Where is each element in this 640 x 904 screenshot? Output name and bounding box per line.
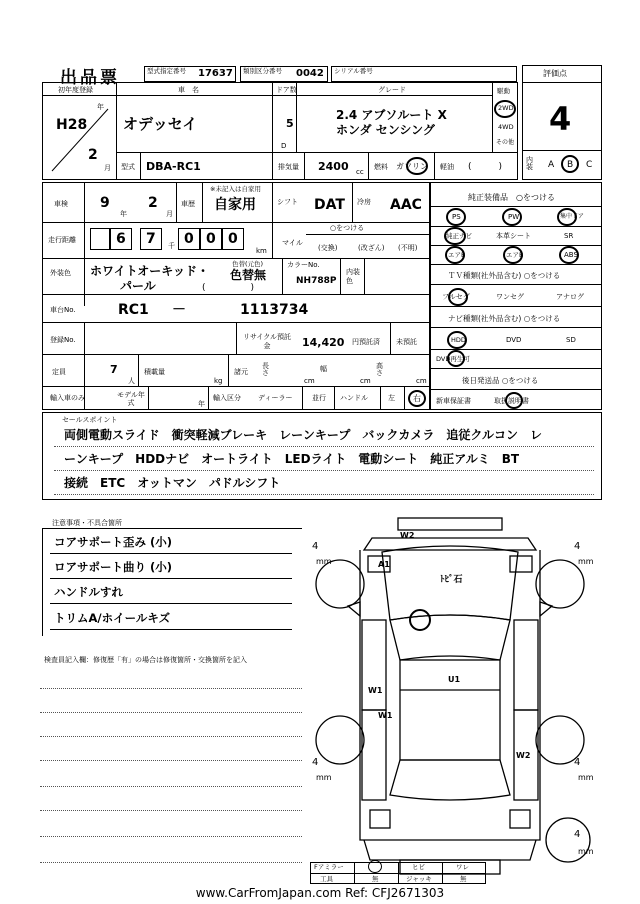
fuel-label: 燃料: [374, 163, 388, 171]
equip-airbag-2: エアB: [506, 251, 524, 259]
equip-ps-circle: [446, 208, 466, 226]
navi-hdd-circle: [447, 331, 467, 349]
footer-watermark: www.CarFromJapan.com Ref: CFJ2671303: [195, 886, 445, 900]
tire-front-right: 4: [574, 541, 581, 552]
bt-mirror: Fアミラー: [314, 863, 344, 871]
note-item-3: ハンドルすれ: [54, 585, 123, 599]
capacity-value: 7: [110, 363, 118, 376]
color-code-value: NH788P: [296, 276, 337, 286]
inspection-label: 車検: [54, 200, 68, 208]
equip-door-circle: [557, 208, 577, 226]
displacement-value: 2400: [318, 160, 349, 173]
repaint-value: 色替無: [230, 268, 267, 282]
repaint-paren: ( ): [202, 283, 255, 293]
mark-topi: ﾄﾋﾟ石: [440, 575, 463, 585]
navi-dvd: DVD: [506, 336, 522, 344]
equip-door: 集中ドア: [560, 213, 584, 220]
repaint-label: 色替(元色): [232, 260, 264, 268]
vehicle-name: オデッセイ: [123, 115, 198, 133]
navi-hdd: HDD: [451, 336, 466, 344]
mileage-mark-label: ○をつける: [330, 224, 365, 232]
later-manual: 取扱説明書: [494, 397, 529, 405]
navi-dvd-play: DVD再生可: [436, 355, 470, 363]
later-title: 後日発送品 ○をつける: [462, 376, 539, 385]
doors-label: ドア数: [276, 86, 297, 94]
navi-title: ナビ種類(社外品含む) ○をつける: [448, 314, 561, 323]
chassis-prefix: RC1: [118, 302, 149, 318]
fuel-circle: [406, 157, 428, 175]
equip-navi-circle: [444, 227, 466, 245]
equip-airbag-2-circle: [503, 246, 523, 264]
tv-oneseg: ワンセグ: [496, 293, 524, 301]
inspection-month-unit: 月: [166, 210, 173, 218]
ruibetsu-value: 0042: [296, 68, 324, 79]
chassis-label: 車台No.: [50, 306, 76, 314]
interior-b-circle: [561, 155, 579, 173]
registration-year: H28: [56, 117, 88, 133]
mile-label: マイル: [282, 239, 303, 247]
ac-label: 冷房: [357, 198, 371, 206]
usage-value: 自家用: [214, 197, 256, 213]
interior-b: B: [567, 160, 574, 170]
tv-fullseg-circle: [448, 288, 468, 306]
later-warranty: 新車保証書: [436, 397, 471, 405]
inspector-label: 検査員記入欄：修復歴「有」の場合は修復箇所・交換箇所を記入: [44, 656, 247, 664]
equipment-title: 純正装備品 ○をつける: [468, 193, 555, 202]
drive-4wd: 4WD: [498, 123, 514, 131]
mileage-thousand: 千: [168, 242, 175, 250]
width-cm: cm: [360, 377, 371, 385]
equip-leather: 本革シート: [496, 232, 531, 240]
score-label: 評価点: [543, 69, 567, 78]
tv-fullseg: フルセグ: [442, 293, 470, 301]
mileage-label: 走行距離: [48, 236, 76, 244]
bt-jack: ジャッキ: [406, 875, 432, 883]
ruibetsu-label: 類別区分番号: [243, 67, 282, 75]
later-manual-circle: [505, 392, 523, 409]
ac-value: AAC: [390, 197, 422, 213]
handle-right: 右: [413, 394, 421, 403]
bt-tools-value: 無: [372, 875, 379, 883]
mark-u1: U1: [448, 675, 461, 684]
color-label: 外装色: [50, 269, 71, 277]
drive-2wd: 2WD: [498, 104, 514, 112]
recycle-value: 14,420: [302, 336, 345, 349]
color-name-2: パール: [120, 279, 156, 293]
inspection-year-unit: 年: [120, 210, 127, 218]
chassis-dash: －: [172, 302, 186, 318]
tire-front-left-mm: mm: [316, 557, 332, 566]
reg-no-label: 登録No.: [50, 336, 76, 344]
equip-abs-circle: [559, 246, 579, 264]
tire-rear-left-mm: mm: [316, 773, 332, 782]
tv-analog: アナログ: [556, 293, 584, 301]
handle-right-circle: [408, 390, 426, 407]
capacity-label: 定員: [52, 368, 66, 376]
mark-w1-b: W1: [378, 711, 393, 720]
navi-dvd-play-circle: [447, 350, 465, 367]
mileage-digit-6-value: 0: [228, 231, 238, 247]
mileage-unknown: (不明): [398, 244, 418, 252]
equip-ps: PS: [452, 213, 461, 221]
grade-line2: ホンダ センシング: [336, 123, 435, 137]
tire-rear-right-mm: mm: [578, 773, 594, 782]
bt-crack: ヒビ: [412, 863, 425, 871]
shift-value: DAT: [314, 197, 345, 213]
equip-pw: PW: [508, 213, 520, 221]
sales-points-line1: 両側電動スライド 衝突軽減ブレーキ レーンキープ バックカメラ 追従クルコン レ: [64, 428, 542, 442]
displacement-label: 排気量: [278, 163, 299, 171]
tv-title: ＴＶ種類(社外品含む) ○をつける: [448, 271, 561, 280]
drive-2wd-circle: [494, 100, 516, 118]
color-name-1: ホワイトオーキッド・: [90, 264, 210, 278]
mileage-tampered: (改ざん): [358, 244, 385, 252]
name-label: 車 名: [178, 86, 199, 94]
inspection-month: 2: [148, 195, 158, 211]
mileage-digit-2-value: 6: [116, 231, 126, 247]
page-title: 出品票: [60, 68, 120, 88]
bt-tools: 工具: [320, 875, 333, 883]
interior-a: A: [548, 160, 555, 170]
width-label: 幅: [320, 365, 327, 373]
equip-sr: SR: [564, 232, 574, 240]
size-label: 諸元: [234, 368, 248, 376]
mileage-exchange: (交換): [318, 244, 338, 252]
capacity-unit: 人: [128, 377, 135, 385]
mileage-km: km: [256, 247, 267, 255]
navi-sd: SD: [566, 336, 576, 344]
model-year-unit: 年: [198, 400, 205, 408]
registration-year-unit: 年: [97, 103, 104, 111]
fuel-value: ガソリン: [396, 162, 428, 171]
load-unit: kg: [214, 377, 223, 385]
sales-points-line2: ーンキープ HDDナビ オートライト LEDライト 電動シート 純正アルミ BT: [64, 452, 520, 466]
sales-points-line3: 接続 ETC オットマン パドルシフト: [64, 476, 281, 490]
registration-label: 初年度登録: [58, 86, 93, 94]
doors-value: 5: [286, 117, 294, 130]
kata-value: 17637: [198, 68, 233, 79]
load-label: 積載量: [144, 368, 165, 376]
oil-paren: ( ): [468, 162, 503, 172]
usage-note: ※未記入は自家用: [210, 185, 261, 193]
oil-label: 軽油: [440, 163, 454, 171]
parallel-label: 並行: [312, 394, 326, 402]
tire-spare: 4: [574, 829, 581, 840]
recycle-unit: 円預託済: [352, 338, 380, 346]
length-label: 長さ: [262, 362, 269, 377]
height-cm: cm: [416, 377, 427, 385]
tire-front-left: 4: [312, 541, 319, 552]
grade-label: グレード: [378, 86, 406, 94]
note-item-1: コアサポート歪み (小): [54, 535, 173, 549]
model-label: 型式: [121, 163, 135, 171]
equip-airbag-1: エアB: [448, 251, 466, 259]
drive-other: その他: [496, 139, 515, 146]
equip-pw-circle: [502, 208, 522, 226]
tire-rear-right: 4: [574, 757, 581, 768]
grade-line1: 2.4 アブソルート X: [336, 108, 447, 122]
mileage-digit-4-value: 0: [184, 231, 194, 247]
equip-airbag-1-circle: [445, 246, 465, 264]
equip-navi: 純正ナビ: [446, 232, 472, 240]
history-label: 車歴: [181, 200, 195, 208]
height-label: 高さ: [376, 362, 383, 377]
import-label: 輸入車のみ: [50, 394, 85, 402]
mileage-digit-5-value: 0: [206, 231, 216, 247]
notes-label: 注意事項・不具合箇所: [52, 519, 122, 527]
mark-w1-a: W1: [368, 686, 383, 695]
interior-c: C: [586, 160, 593, 170]
drive-label: 駆動: [497, 87, 510, 95]
model-value: DBA-RC1: [146, 160, 201, 173]
registration-month: 2: [88, 147, 98, 163]
mileage-digit-1: [90, 228, 110, 250]
import-class-label: 輸入区分: [213, 394, 241, 402]
equip-abs: ABS: [564, 251, 578, 259]
score-value: 4: [549, 100, 572, 138]
handle-label: ハンドル: [340, 394, 368, 402]
interior-label: 内装: [526, 156, 533, 171]
bt-mirror-circle: [368, 860, 382, 873]
dealer-label: ディーラー: [258, 394, 293, 402]
shift-label: シフト: [277, 198, 298, 206]
bt-jack-value: 無: [460, 875, 467, 883]
mileage-digit-3-value: 7: [146, 231, 156, 247]
inspection-year: 9: [100, 195, 110, 211]
not-deposited: 未預託: [396, 338, 417, 346]
model-year-label: モデル年式: [117, 391, 145, 407]
handle-left: 左: [388, 394, 395, 402]
car-damage-diagram: [300, 510, 605, 885]
registration-month-unit: 月: [104, 164, 111, 172]
mark-a1: A1: [378, 560, 390, 569]
length-cm: cm: [304, 377, 315, 385]
sales-points-label: セールスポイント: [62, 416, 118, 424]
doors-d: D: [281, 142, 287, 150]
bt-break: ワレ: [456, 863, 469, 871]
mark-w2-rear: W2: [516, 751, 531, 760]
note-item-4: トリムA/ホイールキズ: [54, 611, 171, 625]
color-code-label: カラーNo.: [287, 261, 320, 269]
kata-label: 型式指定番号: [147, 67, 186, 75]
displacement-unit: cc: [356, 168, 364, 176]
tire-rear-left: 4: [312, 757, 319, 768]
serial-label: シリアル番号: [334, 67, 373, 75]
interior-color-label: 内装色: [346, 268, 360, 285]
recycle-label: リサイクル預託金: [242, 333, 292, 350]
note-item-2: ロアサポート曲り (小): [54, 560, 173, 574]
mark-w2-front: W2: [400, 531, 415, 540]
tire-front-right-mm: mm: [578, 557, 594, 566]
chassis-number: 1113734: [240, 302, 309, 318]
tire-spare-mm: mm: [578, 847, 594, 856]
